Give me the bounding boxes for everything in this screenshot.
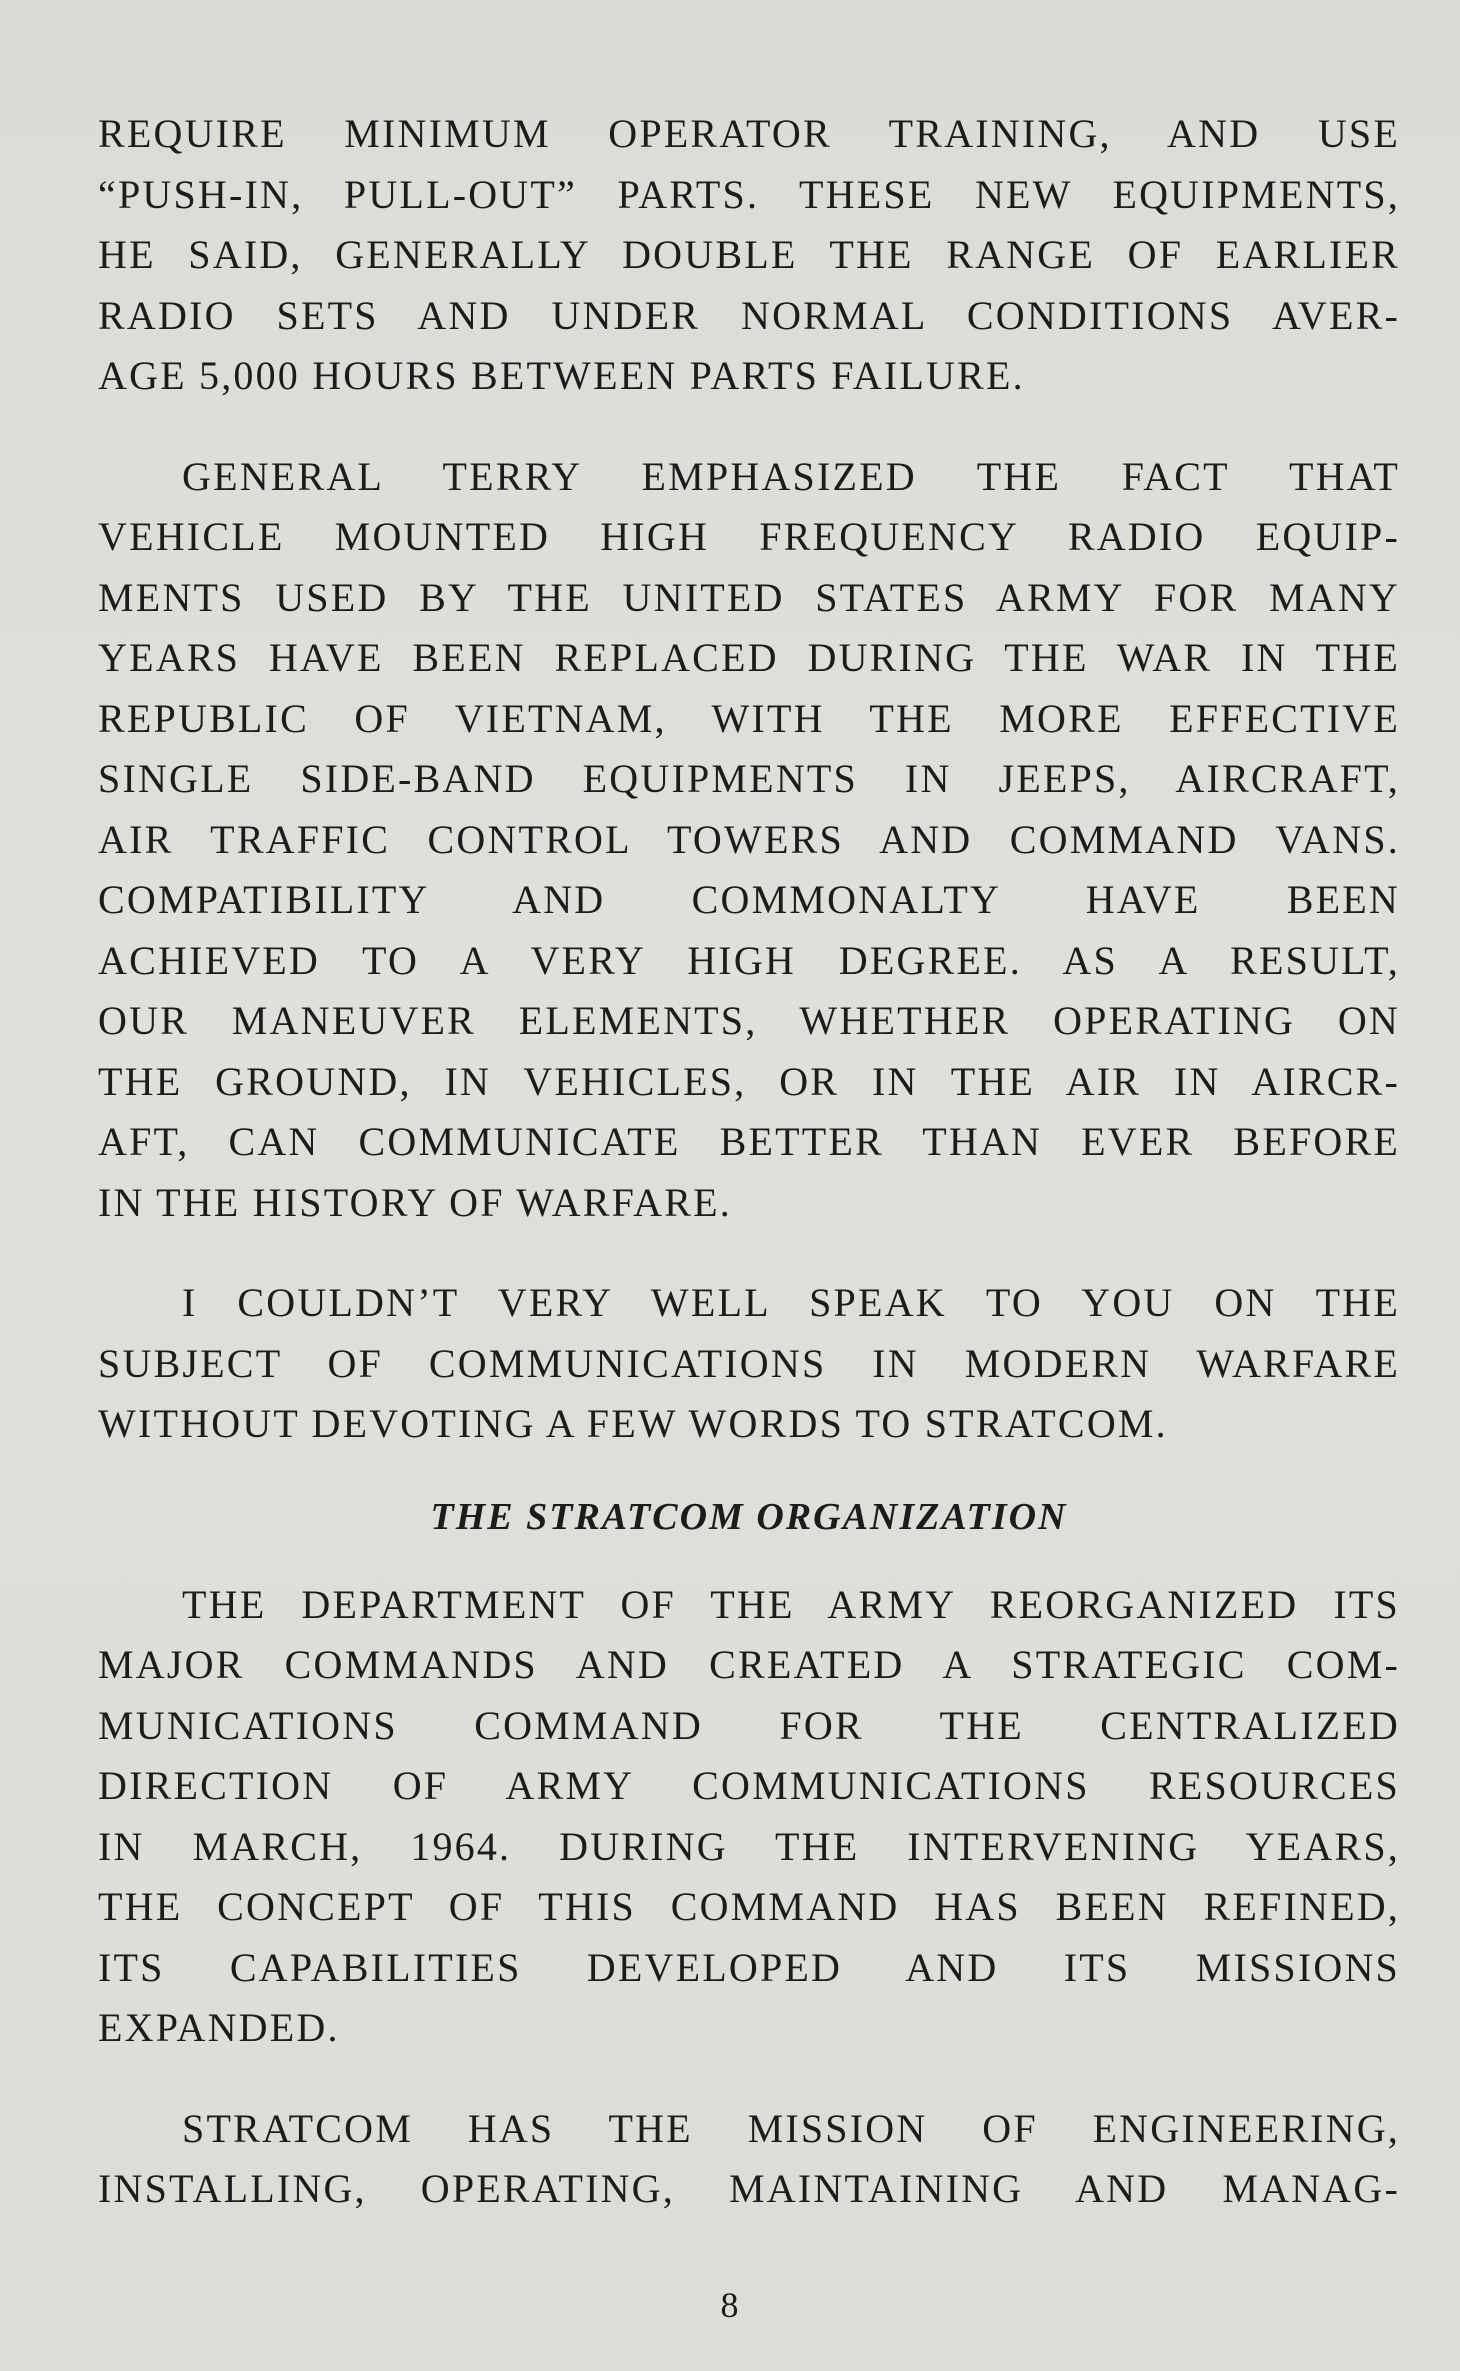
text-line: THE DEPARTMENT OF THE ARMY REORGANIZED ITS	[182, 1581, 1400, 1627]
text-line: INSTALLING, OPERATING, MAINTAINING AND MANAG-	[98, 2166, 1400, 2211]
text-line: REPUBLIC OF VIETNAM, WITH THE MORE EFFECTIVE	[98, 695, 1400, 741]
section-heading: THE STRATCOM ORGANIZATION	[430, 1495, 1068, 1538]
paragraph	[98, 104, 1400, 407]
text-line: STRATCOM HAS THE MISSION OF ENGINEERING,	[182, 2105, 1400, 2151]
paragraphs-after-heading	[98, 1575, 1400, 2220]
paragraph	[98, 1273, 1400, 1455]
text-line: “PUSH-IN, PULL-OUT” PARTS. THESE NEW EQUIPMENTS,	[98, 171, 1400, 217]
text-line: ACHIEVED TO A VERY HIGH DEGREE. AS A RESULT,	[98, 937, 1400, 983]
text-line: OUR MANEUVER ELEMENTS, WHETHER OPERATING ON	[98, 998, 1400, 1043]
text-line: MAJOR COMMANDS AND CREATED A STRATEGIC COM-	[98, 1642, 1400, 1687]
text-line: YEARS HAVE BEEN REPLACED DURING THE WAR IN THE	[98, 635, 1400, 680]
paragraphs-before-heading	[98, 104, 1400, 1455]
text-line: THE GROUND, IN VEHICLES, OR IN THE AIR IN AIRCR-	[98, 1058, 1400, 1104]
text-line: HE SAID, GENERALLY DOUBLE THE RANGE OF EARLIER	[98, 232, 1400, 277]
text-line: SINGLE SIDE-BAND EQUIPMENTS IN JEEPS, AIRCRAFT,	[98, 756, 1400, 801]
text-line: VEHICLE MOUNTED HIGH FREQUENCY RADIO EQUIP-	[98, 514, 1400, 559]
text-line: RADIO SETS AND UNDER NORMAL CONDITIONS AVER-	[98, 292, 1400, 338]
text-line: I COULDN’T VERY WELL SPEAK TO YOU ON THE	[182, 1280, 1400, 1325]
text-line: SUBJECT OF COMMUNICATIONS IN MODERN WARFARE	[98, 1340, 1400, 1386]
text-line: EXPANDED.	[98, 2005, 340, 2050]
text-line: IN MARCH, 1964. DURING THE INTERVENING YEARS,	[98, 1823, 1400, 1869]
text-line: ITS CAPABILITIES DEVELOPED AND ITS MISSIONS	[98, 1944, 1400, 1990]
text-line: DIRECTION OF ARMY COMMUNICATIONS RESOURCES	[98, 1763, 1400, 1808]
text-line: MUNICATIONS COMMAND FOR THE CENTRALIZED	[98, 1702, 1400, 1748]
text-line: IN THE HISTORY OF WARFARE.	[98, 1179, 732, 1225]
page-number: 8	[720, 2285, 740, 2325]
text-line: GENERAL TERRY EMPHASIZED THE FACT THAT	[182, 453, 1400, 499]
text-line: WITHOUT DEVOTING A FEW WORDS TO STRATCOM.	[98, 1401, 1168, 1446]
text-line: AFT, CAN COMMUNICATE BETTER THAN EVER BEFORE	[98, 1119, 1400, 1164]
paragraph	[98, 2099, 1400, 2220]
text-line: MENTS USED BY THE UNITED STATES ARMY FOR MANY	[98, 574, 1400, 620]
text-line: AIR TRAFFIC CONTROL TOWERS AND COMMAND VANS.	[98, 816, 1400, 862]
paragraph	[98, 1575, 1400, 2059]
text-line: COMPATIBILITY AND COMMONALTY HAVE BEEN	[98, 877, 1400, 922]
body-text	[98, 104, 1400, 2220]
text-line: AGE 5,000 HOURS BETWEEN PARTS FAILURE.	[98, 353, 1025, 398]
text-line: REQUIRE MINIMUM OPERATOR TRAINING, AND USE	[98, 111, 1400, 156]
paragraph	[98, 447, 1400, 1234]
text-line: THE CONCEPT OF THIS COMMAND HAS BEEN REFINED,	[98, 1884, 1400, 1929]
